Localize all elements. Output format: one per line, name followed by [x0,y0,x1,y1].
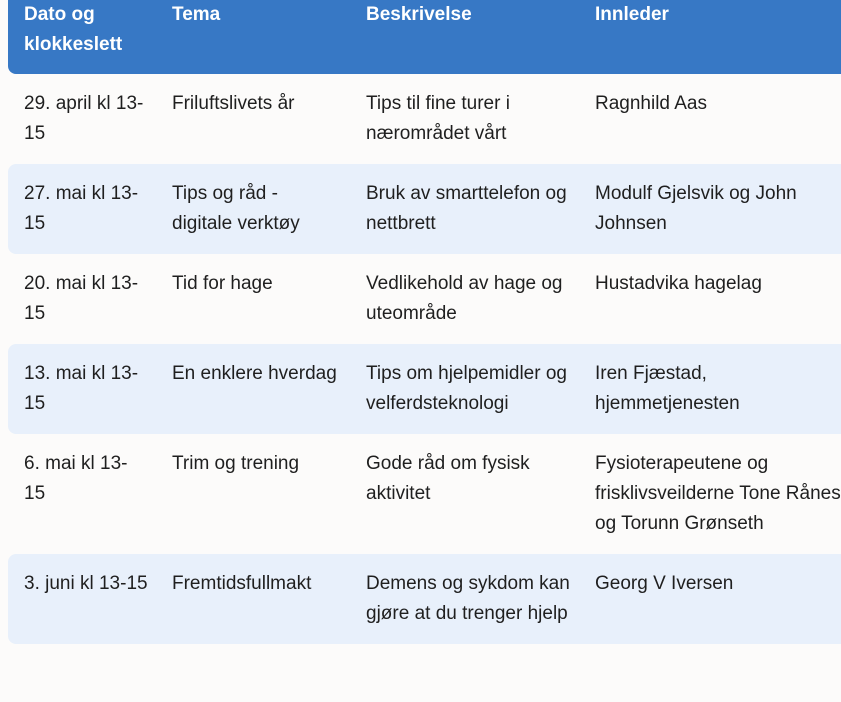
table-row [8,74,841,164]
cell-description: Demens og sykdom kan gjøre at du trenger hjelp [350,554,579,644]
cell-description: Tips til fine turer i nærområdet vårt [350,74,579,164]
table-row [8,164,841,254]
cell-leader: Fysioterapeutene og frisklivsveilderne Tone Rånes og Torunn Grønseth [579,434,841,554]
cell-date: 27. mai kl 13-15 [8,164,156,254]
cell-description: Bruk av smarttelefon og nettbrett [350,164,579,254]
table-row [8,344,841,434]
header-description: Beskrivelse [350,0,579,74]
cell-date: 29. april kl 13-15 [8,74,156,164]
cell-date: 6. mai kl 13-15 [8,434,156,554]
table-row [8,434,841,554]
header-topic: Tema [156,0,350,74]
header-date: Dato og klokkeslett [8,0,156,74]
cell-topic: En enklere hverdag [156,344,350,434]
cell-leader: Modulf Gjelsvik og John Johnsen [579,164,841,254]
cell-date: 20. mai kl 13-15 [8,254,156,344]
cell-topic: Fremtidsfullmakt [156,554,350,644]
cell-topic: Trim og trening [156,434,350,554]
cell-leader: Iren Fjæstad, hjemmetjenesten [579,344,841,434]
cell-leader: Georg V Iversen [579,554,841,644]
table-body [8,74,841,644]
cell-topic: Tips og råd - digitale verktøy [156,164,350,254]
cell-topic: Friluftslivets år [156,74,350,164]
cell-date: 3. juni kl 13-15 [8,554,156,644]
cell-description: Tips om hjelpemidler og velferdsteknologi [350,344,579,434]
schedule-table [8,0,841,644]
table-header [8,0,841,74]
cell-date: 13. mai kl 13-15 [8,344,156,434]
header-row [8,0,841,74]
cell-description: Vedlikehold av hage og uteområde [350,254,579,344]
cell-description: Gode råd om fysisk aktivitet [350,434,579,554]
table-row [8,254,841,344]
table-row [8,554,841,644]
cell-leader: Ragnhild Aas [579,74,841,164]
header-leader: Innleder [579,0,841,74]
cell-topic: Tid for hage [156,254,350,344]
cell-leader: Hustadvika hagelag [579,254,841,344]
